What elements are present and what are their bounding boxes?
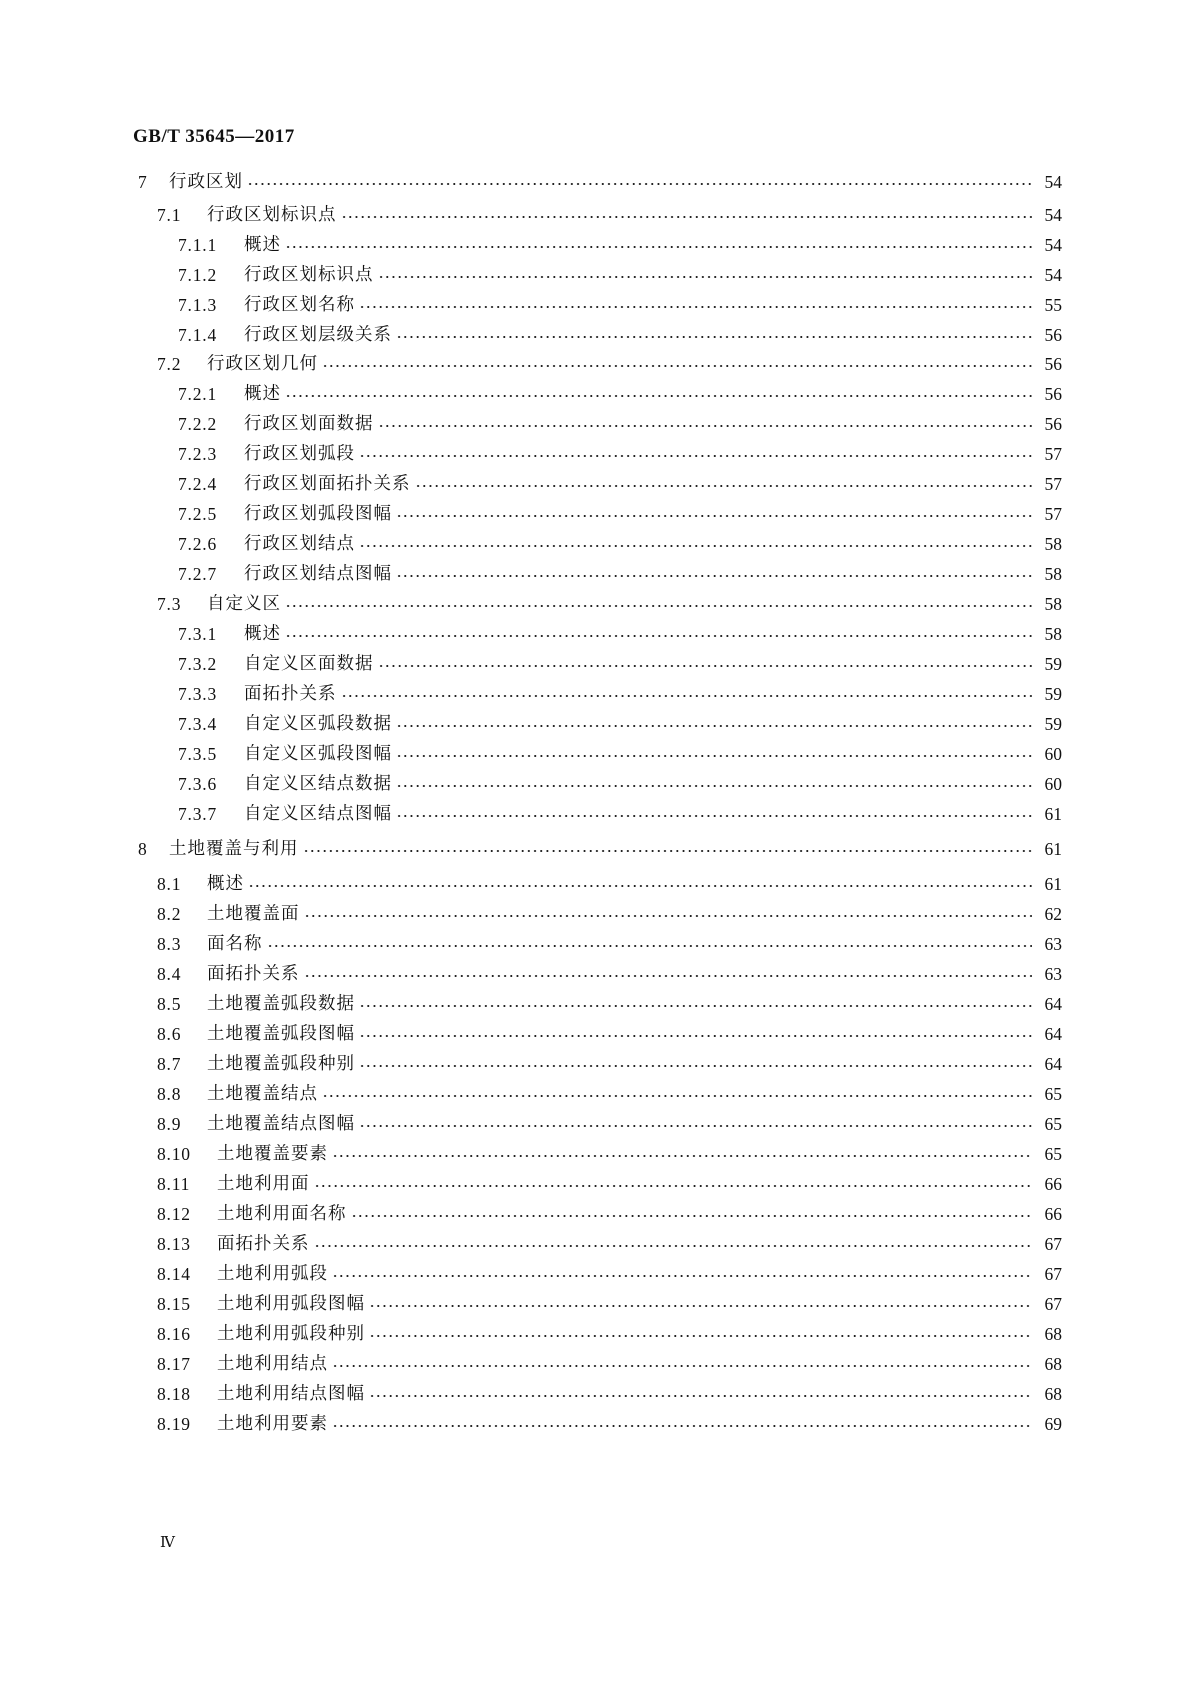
toc-entry-title: 土地覆盖面: [207, 904, 300, 924]
toc-entry-title: 土地覆盖结点: [207, 1084, 318, 1104]
toc-entry-page: 62: [1044, 904, 1062, 924]
toc-entry[interactable]: [157, 1052, 1062, 1076]
toc-entry[interactable]: [178, 412, 1062, 436]
toc-entry-number: 7.3.3: [178, 684, 217, 704]
toc-leader-dots: [359, 1052, 1032, 1076]
toc-leader-dots: [396, 502, 1032, 526]
toc-entry-title: 土地覆盖弧段种别: [207, 1054, 355, 1074]
toc-entry[interactable]: [178, 472, 1062, 496]
toc-entry-number: 7.3.4: [178, 714, 217, 734]
toc-entry-page: 57: [1044, 444, 1062, 464]
toc-entry-title: 概述: [244, 235, 281, 255]
toc-entry-title: 自定义区: [207, 594, 281, 614]
toc-entry[interactable]: [157, 1172, 1062, 1196]
toc-entry-number: 8.18: [157, 1384, 191, 1404]
toc-entry-number: 8.14: [157, 1264, 191, 1284]
toc-entry[interactable]: [157, 1292, 1062, 1316]
toc-entry-page: 61: [1044, 874, 1062, 894]
toc-entry[interactable]: [157, 902, 1062, 926]
toc-entry-title: 行政区划面数据: [244, 414, 374, 434]
toc-entry-page: 58: [1044, 624, 1062, 644]
toc-entry-number: 8.4: [157, 964, 182, 984]
toc-entry-page: 56: [1044, 354, 1062, 374]
toc-leader-dots: [369, 1292, 1032, 1316]
toc-entry-page: 54: [1044, 205, 1062, 225]
toc-leader-dots: [303, 837, 1033, 861]
toc-entry-page: 63: [1044, 934, 1062, 954]
toc-entry-number: 8.10: [157, 1144, 191, 1164]
toc-entry-number: 7.3.1: [178, 624, 217, 644]
toc-entry-title: 行政区划弧段: [244, 444, 355, 464]
toc-entry-title: 土地覆盖要素: [217, 1144, 328, 1164]
toc-entry[interactable]: [178, 772, 1062, 796]
toc-entry[interactable]: [157, 352, 1062, 376]
toc-entry[interactable]: [178, 712, 1062, 736]
toc-leader-dots: [369, 1322, 1032, 1346]
toc-leader-dots: [248, 872, 1032, 896]
toc-entry-page: 61: [1044, 839, 1062, 859]
toc-entry[interactable]: [157, 932, 1062, 956]
toc-leader-dots: [359, 1022, 1032, 1046]
toc-entry-title: 自定义区弧段数据: [244, 714, 392, 734]
toc-leader-dots: [378, 412, 1033, 436]
toc-entry-number: 7.2.7: [178, 564, 217, 584]
toc-leader-dots: [378, 652, 1033, 676]
toc-entry-title: 面拓扑关系: [217, 1234, 310, 1254]
toc-entry-number: 8: [138, 839, 148, 859]
toc-leader-dots: [267, 932, 1033, 956]
toc-entry-number: 8.11: [157, 1174, 191, 1194]
toc-leader-dots: [285, 233, 1032, 257]
toc-entry-number: 8.12: [157, 1204, 191, 1224]
toc-leader-dots: [396, 742, 1032, 766]
toc-leader-dots: [359, 293, 1032, 317]
toc-entry-title: 概述: [207, 874, 244, 894]
toc-entry[interactable]: [138, 170, 1062, 194]
toc-entry-page: 67: [1044, 1234, 1062, 1254]
toc-entry[interactable]: [178, 562, 1062, 586]
toc-leader-dots: [314, 1172, 1033, 1196]
toc-entry-number: 8.13: [157, 1234, 191, 1254]
toc-leader-dots: [285, 592, 1032, 616]
toc-entry-number: 7.2.1: [178, 384, 217, 404]
toc-entry-number: 8.1: [157, 874, 182, 894]
toc-leader-dots: [285, 622, 1032, 646]
toc-entry-page: 64: [1044, 994, 1062, 1014]
toc-entry-page: 68: [1044, 1384, 1062, 1404]
toc-entry-title: 土地利用弧段种别: [217, 1324, 365, 1344]
toc-entry-page: 58: [1044, 594, 1062, 614]
toc-entry-title: 行政区划结点: [244, 534, 355, 554]
toc-entry-number: 8.8: [157, 1084, 182, 1104]
toc-entry-title: 面拓扑关系: [207, 964, 300, 984]
toc-entry-page: 67: [1044, 1264, 1062, 1284]
toc-entry-number: 7.1.2: [178, 265, 217, 285]
toc-entry-number: 7.1.1: [178, 235, 217, 255]
toc-entry-number: 8.5: [157, 994, 182, 1014]
toc-entry-title: 土地覆盖结点图幅: [207, 1114, 355, 1134]
toc-entry-title: 面名称: [207, 934, 263, 954]
toc-entry-page: 55: [1044, 295, 1062, 315]
toc-entry-title: 土地利用面名称: [217, 1204, 347, 1224]
toc-entry-title: 概述: [244, 384, 281, 404]
toc-entry-title: 土地利用结点图幅: [217, 1384, 365, 1404]
toc-entry-number: 7.3.7: [178, 804, 217, 824]
toc-entry-title: 行政区划几何: [207, 354, 318, 374]
toc-entry-number: 7.1.3: [178, 295, 217, 315]
toc-entry-number: 7.2.6: [178, 534, 217, 554]
toc-leader-dots: [359, 532, 1032, 556]
toc-entry-title: 土地利用面: [217, 1174, 310, 1194]
toc-entry-number: 7.3.6: [178, 774, 217, 794]
toc-entry-page: 65: [1044, 1114, 1062, 1134]
toc-leader-dots: [285, 382, 1032, 406]
toc-entry-number: 8.15: [157, 1294, 191, 1314]
toc-entry-number: 7.2.3: [178, 444, 217, 464]
toc-entry-page: 63: [1044, 964, 1062, 984]
toc-entry[interactable]: [138, 837, 1062, 861]
toc-entry-title: 行政区划弧段图幅: [244, 504, 392, 524]
toc-leader-dots: [369, 1382, 1032, 1406]
toc-entry-page: 64: [1044, 1024, 1062, 1044]
toc-entry[interactable]: [157, 1382, 1062, 1406]
toc-entry-number: 7.1: [157, 205, 182, 225]
toc-entry[interactable]: [178, 382, 1062, 406]
toc-entry[interactable]: [178, 532, 1062, 556]
toc-leader-dots: [359, 442, 1032, 466]
toc-entry-title: 行政区划面拓扑关系: [244, 474, 411, 494]
toc-entry-page: 58: [1044, 534, 1062, 554]
page-folio: Ⅳ: [160, 1535, 175, 1551]
toc-entry[interactable]: [157, 592, 1062, 616]
toc-leader-dots: [396, 802, 1032, 826]
toc-entry[interactable]: [178, 742, 1062, 766]
toc-entry-title: 自定义区结点图幅: [244, 804, 392, 824]
toc-entry-number: 7.3.5: [178, 744, 217, 764]
toc-entry-number: 7: [138, 172, 148, 192]
toc-entry[interactable]: [178, 263, 1062, 287]
toc-entry-page: 56: [1044, 414, 1062, 434]
toc-entry-title: 行政区划标识点: [207, 205, 337, 225]
toc-entry[interactable]: [178, 802, 1062, 826]
toc-entry-number: 8.7: [157, 1054, 182, 1074]
toc-leader-dots: [415, 472, 1033, 496]
toc-entry-page: 60: [1044, 774, 1062, 794]
toc-leader-dots: [304, 962, 1033, 986]
toc-entry-title: 土地利用弧段图幅: [217, 1294, 365, 1314]
toc-entry-title: 面拓扑关系: [244, 684, 337, 704]
toc-entry[interactable]: [157, 1232, 1062, 1256]
toc-entry-number: 7.2.2: [178, 414, 217, 434]
toc-leader-dots: [332, 1142, 1032, 1166]
toc-entry[interactable]: [157, 1322, 1062, 1346]
toc-entry-page: 68: [1044, 1354, 1062, 1374]
toc-entry-title: 行政区划层级关系: [244, 325, 392, 345]
toc-entry-title: 土地覆盖与利用: [169, 839, 299, 859]
toc-entry[interactable]: [157, 203, 1062, 227]
toc-leader-dots: [359, 992, 1032, 1016]
toc-entry[interactable]: [157, 1412, 1062, 1436]
toc-entry-page: 65: [1044, 1144, 1062, 1164]
toc-leader-dots: [396, 323, 1032, 347]
toc-entry-page: 54: [1044, 172, 1062, 192]
toc-leader-dots: [247, 170, 1032, 194]
toc-entry-number: 7.3: [157, 594, 182, 614]
toc-entry-page: 67: [1044, 1294, 1062, 1314]
toc-entry-number: 7.3.2: [178, 654, 217, 674]
toc-leader-dots: [351, 1202, 1033, 1226]
toc-leader-dots: [304, 902, 1033, 926]
toc-entry-title: 自定义区面数据: [244, 654, 374, 674]
toc-entry-page: 61: [1044, 804, 1062, 824]
toc-leader-dots: [341, 203, 1033, 227]
toc-entry[interactable]: [178, 502, 1062, 526]
toc-entry-page: 56: [1044, 325, 1062, 345]
toc-leader-dots: [396, 562, 1032, 586]
toc-entry[interactable]: [178, 323, 1062, 347]
toc-entry-number: 8.9: [157, 1114, 182, 1134]
toc-entry-number: 8.6: [157, 1024, 182, 1044]
toc-leader-dots: [322, 1082, 1032, 1106]
toc-entry[interactable]: [157, 1262, 1062, 1286]
standard-code-header: GB/T 35645—2017: [133, 126, 295, 147]
toc-leader-dots: [314, 1232, 1033, 1256]
toc-leader-dots: [396, 712, 1032, 736]
toc-entry-title: 自定义区弧段图幅: [244, 744, 392, 764]
toc-entry-number: 8.16: [157, 1324, 191, 1344]
toc-entry[interactable]: [157, 992, 1062, 1016]
toc-entry[interactable]: [178, 233, 1062, 257]
toc-entry-number: 7.2.5: [178, 504, 217, 524]
toc-entry-title: 土地利用结点: [217, 1354, 328, 1374]
toc-entry-title: 土地覆盖弧段数据: [207, 994, 355, 1014]
toc-entry[interactable]: [178, 293, 1062, 317]
toc-entry-title: 行政区划: [169, 172, 243, 192]
toc-leader-dots: [378, 263, 1033, 287]
toc-entry-number: 8.3: [157, 934, 182, 954]
toc-leader-dots: [332, 1412, 1032, 1436]
toc-entry-page: 65: [1044, 1084, 1062, 1104]
toc-entry-page: 60: [1044, 744, 1062, 764]
toc-entry-title: 概述: [244, 624, 281, 644]
toc-entry-number: 8.19: [157, 1414, 191, 1434]
toc-entry-page: 59: [1044, 654, 1062, 674]
toc-entry-page: 57: [1044, 504, 1062, 524]
toc-leader-dots: [332, 1352, 1032, 1376]
toc-entry[interactable]: [178, 442, 1062, 466]
toc-leader-dots: [341, 682, 1033, 706]
toc-entry[interactable]: [157, 1202, 1062, 1226]
toc-entry-page: 59: [1044, 714, 1062, 734]
toc-entry-page: 58: [1044, 564, 1062, 584]
toc-entry-title: 土地利用弧段: [217, 1264, 328, 1284]
toc-entry-page: 64: [1044, 1054, 1062, 1074]
toc-entry-number: 7.2.4: [178, 474, 217, 494]
toc-entry-page: 54: [1044, 235, 1062, 255]
toc-entry-title: 自定义区结点数据: [244, 774, 392, 794]
toc-entry[interactable]: [157, 962, 1062, 986]
toc-leader-dots: [396, 772, 1032, 796]
toc-entry-page: 66: [1044, 1204, 1062, 1224]
toc-entry-page: 69: [1044, 1414, 1062, 1434]
toc-entry-page: 54: [1044, 265, 1062, 285]
toc-entry-page: 56: [1044, 384, 1062, 404]
toc-leader-dots: [332, 1262, 1032, 1286]
toc-leader-dots: [322, 352, 1032, 376]
toc-entry[interactable]: [157, 1082, 1062, 1106]
toc-entry-page: 66: [1044, 1174, 1062, 1194]
toc-entry[interactable]: [178, 652, 1062, 676]
toc-entry-page: 57: [1044, 474, 1062, 494]
toc-entry-number: 7.2: [157, 354, 182, 374]
toc-entry[interactable]: [178, 682, 1062, 706]
toc-entry-title: 土地覆盖弧段图幅: [207, 1024, 355, 1044]
toc-entry-title: 行政区划结点图幅: [244, 564, 392, 584]
toc-entry-number: 7.1.4: [178, 325, 217, 345]
toc-entry[interactable]: [157, 1112, 1062, 1136]
toc-entry-page: 68: [1044, 1324, 1062, 1344]
toc-entry[interactable]: [157, 1352, 1062, 1376]
toc-entry-title: 土地利用要素: [217, 1414, 328, 1434]
toc-entry-title: 行政区划名称: [244, 295, 355, 315]
toc-leader-dots: [359, 1112, 1032, 1136]
toc-entry-number: 8.17: [157, 1354, 191, 1374]
toc-entry[interactable]: [157, 872, 1062, 896]
toc-entry-title: 行政区划标识点: [244, 265, 374, 285]
toc-entry[interactable]: [157, 1142, 1062, 1166]
toc-entry-number: 8.2: [157, 904, 182, 924]
toc-entry-page: 59: [1044, 684, 1062, 704]
toc-entry[interactable]: [178, 622, 1062, 646]
toc-entry[interactable]: [157, 1022, 1062, 1046]
